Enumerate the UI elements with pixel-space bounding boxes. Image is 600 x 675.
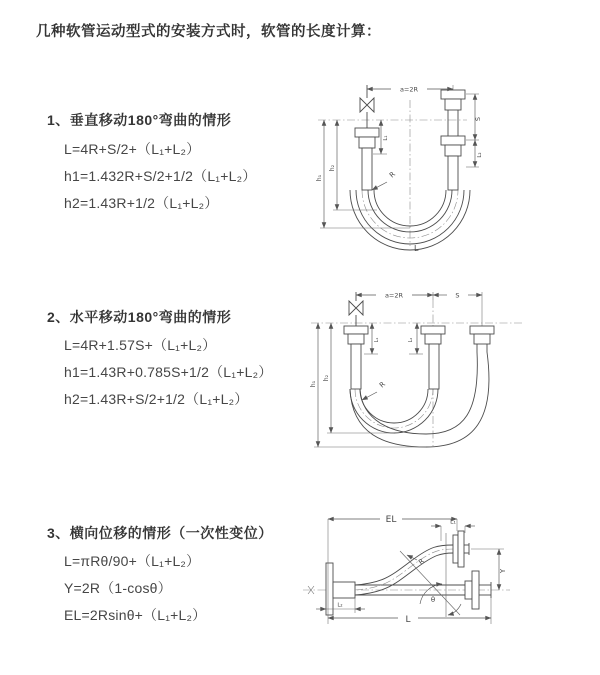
- section1-formula-h1: h1=1.432R+S/2+1/2（L₁+L₂）: [64, 168, 257, 184]
- left-pipe-assembly: [344, 292, 368, 389]
- valve-icon: [349, 301, 363, 315]
- valve-icon: [360, 98, 374, 112]
- diagram3-svg: [298, 505, 583, 645]
- section2-heading: 2、水平移动180°弯曲的情形: [47, 309, 232, 325]
- dim-label-l: L: [405, 615, 411, 625]
- radius-label: R: [417, 557, 427, 567]
- section2-formula-h1: h1=1.43R+0.785S+1/2（L₁+L₂）: [64, 364, 273, 380]
- braided-sleeve: [448, 156, 458, 190]
- construction-lines: [400, 533, 461, 617]
- centerlines: [311, 300, 523, 446]
- right-pipe-assembly: [441, 85, 465, 190]
- diagram1-svg: [315, 78, 550, 253]
- radius-label: R: [387, 170, 397, 180]
- diagram-vertical-180-bend: [315, 78, 550, 258]
- middle-pipe-assembly: [421, 326, 445, 389]
- diagram-horizontal-180-bend: [308, 286, 548, 459]
- dim-label-h1: h₁: [316, 174, 323, 182]
- braided-sleeve: [351, 344, 361, 389]
- dim-label-el: EL: [385, 515, 397, 525]
- dim-label-h2: h₂: [323, 374, 330, 382]
- braided-sleeve: [429, 344, 439, 389]
- section1-heading: 1、垂直移动180°弯曲的情形: [47, 112, 232, 128]
- dim-label-l1: L₁: [383, 135, 389, 141]
- diagram2-svg: [308, 286, 548, 454]
- shifted-hose: [360, 352, 477, 434]
- dim-label-l1: L₁: [374, 337, 380, 343]
- right-pipe-assembly: [470, 292, 494, 352]
- left-pipe-assembly: [355, 85, 379, 190]
- section3-formula-el: EL=2Rsinθ+（L₁+L₂）: [64, 607, 207, 623]
- braided-sleeve: [362, 148, 372, 190]
- radius-label: R: [377, 380, 387, 390]
- section3-formula-l: L=πRθ/90+（L₁+L₂）: [64, 553, 201, 569]
- dim-label-stroke: S: [474, 116, 482, 122]
- dim-label-h2: h₂: [329, 164, 336, 172]
- section3-heading: 3、横向位移的情形（一次性变位）: [47, 525, 273, 541]
- dim-label-l1: L₁: [450, 518, 456, 526]
- page-title: 几种软管运动型式的安装方式时，软管的长度计算：: [36, 24, 381, 40]
- dim-label-stroke: S: [455, 291, 460, 300]
- dim-label-h1: h₁: [310, 380, 317, 388]
- section1-formula-l: L=4R+S/2+（L₁+L₂）: [64, 141, 201, 157]
- dim-label-l2: L₂: [477, 152, 483, 158]
- section2-formula-l: L=4R+1.57S+（L₁+L₂）: [64, 337, 217, 353]
- dim-label-span: a=2R: [399, 85, 419, 94]
- diagram-lateral-displacement: [298, 505, 583, 650]
- dim-label-y: Y: [499, 568, 507, 574]
- angle-label: θ: [430, 596, 436, 604]
- section2-formula-h2: h2=1.43R+S/2+1/2（L₁+L₂）: [64, 391, 249, 407]
- section1-formula-h2: h2=1.43R+1/2（L₁+L₂）: [64, 195, 219, 211]
- length-label: L: [414, 244, 419, 253]
- dim-label-span: a=2R: [384, 291, 404, 300]
- section3-formula-y: Y=2R（1-cosθ）: [64, 580, 172, 596]
- dim-label-l2: L₂: [337, 602, 343, 609]
- dimensions: [310, 292, 482, 448]
- dim-label-l2: L₂: [408, 337, 414, 343]
